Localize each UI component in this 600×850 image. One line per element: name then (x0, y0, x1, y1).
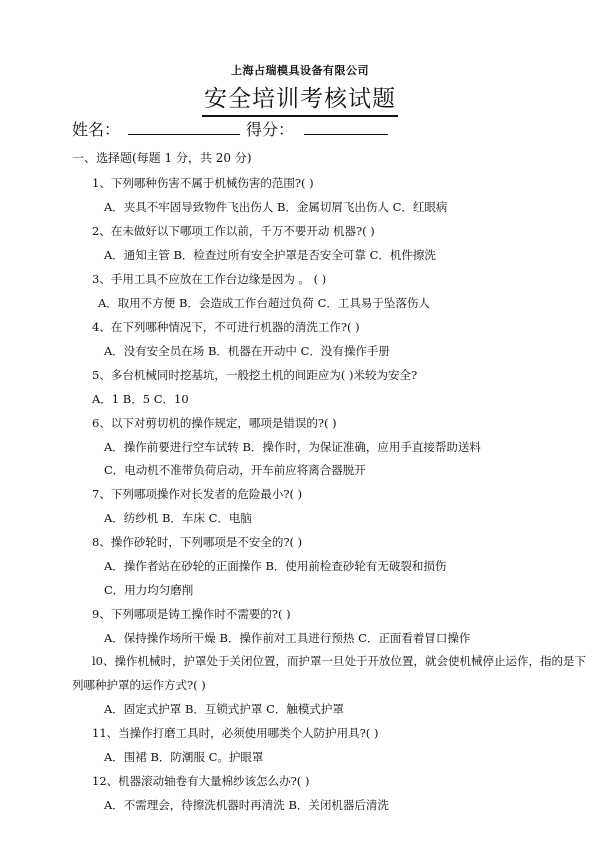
question-10-cont: 列哪种护罩的运作方式?( ) (72, 678, 206, 692)
question-8: 8、操作砂轮时，下列哪项是不安全的?( ) (92, 535, 303, 549)
q3-options: A．取用不方便 B．会造成工作台超过负荷 C．工具易于坠落伤人 (98, 296, 430, 310)
q12-options: A．不需理会，待擦洗机器时再清洗 B．关闭机器后清洗 (104, 798, 389, 812)
question-1: 1、下列哪种伤害不属于机械伤害的范围?( ) (92, 176, 314, 190)
score-label: 得分： (246, 120, 295, 139)
question-3: 3、手用工具不应放在工作台边缘是因为 。 ( ) (92, 272, 327, 286)
q5-options: A．1 B．5 C．10 (92, 392, 189, 406)
q8-options-1: A．操作者站在砂轮的正面操作 B．使用前检查砂轮有无破裂和损伤 (104, 559, 447, 573)
q10-options: A．固定式护罩 B．互锁式护罩 C．触模式护罩 (104, 702, 344, 716)
question-10: l0、操作机械时，护罩处于关闭位置，而护罩一旦处于开放位置，就会使机械停止运作，指的是下 (92, 654, 586, 668)
company-name: 上海占瑞模具设备有限公司 (231, 64, 369, 77)
question-11: 11、当操作打磨工具时，必须使用哪类个人防护用具?( ) (92, 726, 379, 740)
q8-options-2: C．用力均匀磨削 (104, 583, 194, 597)
page-title (0, 84, 600, 117)
question-9: 9、下列哪项是铸工操作时不需要的?( ) (92, 607, 291, 621)
question-7: 7、下列哪项操作对长发者的危险最小?( ) (92, 487, 303, 501)
info-row (72, 119, 394, 141)
q1-options: A．夹具不牢固导致物件飞出伤人 B．金属切屑飞出伤人 C．红眼病 (104, 200, 448, 214)
section-heading: 一、选择题(每题 1 分，共 20 分) (72, 151, 252, 165)
q2-options: A．通知主管 B．检查过所有安全护罩是否安全可靠 C．机件擦洗 (104, 248, 436, 262)
name-label: 姓名： (72, 120, 121, 139)
q6-options-1: A．操作前要进行空车试转 B．操作时，为保证准确，应用手直接帮助送料 (104, 440, 481, 454)
question-12: 12、机器滚动轴卷有大量棉纱该怎么办?( ) (92, 774, 310, 788)
q4-options: A．没有安全员在场 B．机器在开动中 C．没有操作手册 (104, 344, 390, 358)
title-text: 安全培训考核试题 (202, 84, 398, 117)
name-blank[interactable] (128, 119, 240, 135)
q6-options-2: C．电动机不准带负荷启动，开车前应将离合器脱开 (104, 463, 366, 477)
score-blank[interactable] (304, 119, 388, 135)
q9-options: A．保持操作场所干燥 B．操作前对工具进行预热 C．正面看着冒口操作 (104, 631, 471, 645)
question-2: 2、在未做好以下哪项工作以前，千万不要开动 机器?( ) (92, 224, 375, 238)
question-6: 6、以下对剪切机的操作规定，哪项是错误的?( ) (92, 416, 337, 430)
q11-options: A．围裙 B．防潮服 C。护眼罩 (104, 750, 264, 764)
question-4: 4、在下列哪种情况下，不可进行机器的清洗工作?( ) (92, 320, 360, 334)
q7-options: A．纺纱机 B．车床 C．电脑 (104, 511, 252, 525)
question-5: 5、多台机械同时挖基坑，一般挖土机的间距应为( )米较为安全? (92, 368, 418, 382)
